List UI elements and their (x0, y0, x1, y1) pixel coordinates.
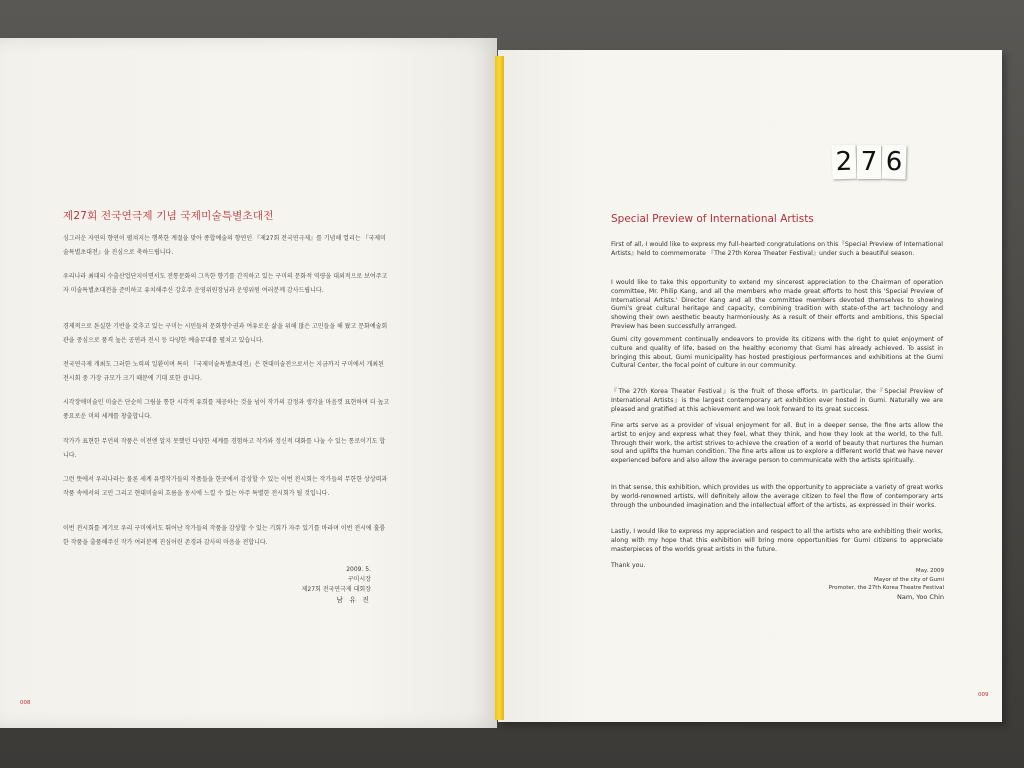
english-paragraph: Lastly, I would like to express my appreciation and respect to all the artists who are exhibiting their works, along with my hope that this exhibition will bring more opportunities for Gumi citizens to appreciate masterpieces of the worlds great artists in the future. (611, 528, 943, 553)
signature-role: 제27회 전국연극제 대회장 (301, 586, 371, 593)
signature-role: 구미시장 (347, 576, 371, 583)
korean-paragraph: 작가가 표현한 무언의 작품은 이전엔 알지 못했던 다양한 세계를 경험하고 작가와 정신적 대화를 나눌 수 있는 통로이기도 합니다. (63, 438, 386, 459)
page-number: 009 (978, 692, 989, 698)
sticker-digit: 2 (831, 145, 856, 180)
signature-date: May. 2009 (915, 568, 944, 574)
right-page (498, 50, 1002, 722)
korean-title: 제27회 전국연극제 기념 국제미술특별초대전 (63, 210, 274, 222)
korean-paragraph: 전국연극제 개최도 그러한 노력의 일환이며 특히 『국제미술특별초대전』은 현대미술전으로서는 지금까지 구미에서 개최된 전시회 중 가장 규모가 크기 때문에 기대 또한 큽니다. (63, 361, 384, 382)
english-paragraph: Thank you. (611, 562, 646, 569)
english-paragraph: I would like to take this opportunity to extend my sincerest appreciation to the Chairman of operation committee, Mr. Philip Kang, and all the members who made great efforts to host this 'Special Preview of International Artists.' Director Kang and all the committee members devoted themselves to showing Gumi's great cultural heritage and capacity, combining tradition with state-of-the art technology and showing their own aesthetic beauty harmoniously. As a result of their efforts and ambitions, this Special Preview has been successfully arranged. (611, 279, 943, 330)
english-title: Special Preview of International Artists (611, 213, 814, 225)
signature-name: 남 유 진 (336, 596, 371, 604)
korean-signature (302, 565, 371, 605)
sticker-digit: 7 (857, 145, 881, 179)
page-number: 008 (20, 700, 31, 706)
left-page (0, 38, 497, 728)
english-paragraph: 『The 27th Korea Theater Festival』is the fruit of those efforts. In particular, the『Special Preview of International Artists』is the largest contemporary art exhibition ever hosted in Gumi. Naturally we are pleased and gratified at this achievement and we look forward to its great success. (611, 388, 943, 413)
number-sticker (832, 141, 910, 181)
english-signature (829, 567, 944, 601)
korean-paragraph: 싱그러운 자연의 향연이 펼쳐지는 행복한 계절을 맞아 종합예술의 향연인 『제27회 전국연극제』를 기념해 열리는 『국제미술특별초대전』을 진심으로 축하드립니다. (63, 235, 386, 256)
english-paragraph: Fine arts serve as a provider of visual enjoyment for all. But in a deeper sense, the fine arts allow the artist to enjoy and express what they feel, what they think, and how they look at the world, to the full. Through their work, the artist strives to achieve the creation of a world of beauty that nurtures the human soul and uplifts the human condition. The fine arts allow us to explore a different world that we have never experienced before and also allow the average person to communicate with the artists spiritually. (611, 422, 944, 465)
signature-role: Promoter, the 27th Korea Theatre Festival (828, 585, 944, 591)
sticker-digit: 6 (881, 145, 906, 180)
korean-paragraph: 그런 뜻에서 우리나라는 물론 세계 유명작가들의 작품들을 한곳에서 감상할 수 있는 이번 전시회는 작가들의 무한한 상상력과 작품 속에서의 고민 그리고 현대미술의 흐름을 동시에 느낄 수 있는 아주 특별한 전시회가 될 것입니다. (63, 476, 388, 497)
korean-paragraph: 이번 전시회를 계기로 우리 구미에서도 뛰어난 작가들의 작품을 감상할 수 있는 기회가 자주 있기를 바라며 이번 전시에 훌륭한 작품을 출품해주신 작가 여러분께 진심어린 존경과 감사의 마음을 전합니다. (63, 525, 386, 546)
korean-paragraph: 경제적으로 튼실한 기반을 갖추고 있는 구미는 시민들의 문화향수권과 여유로운 삶을 위해 많은 고민들을 해 왔고 문화예술회관을 중심으로 품격 높은 공연과 전시 등 다양한 예술무대를 펼치고 있습니다. (63, 323, 388, 344)
korean-paragraph: 시각장애미술인 미술은 단순히 그림을 통한 시각적 유희를 제공하는 것을 넘어 작가의 감정과 생각을 마음껏 표현하며 더 높고 풍요로운 미의 세계를 창출합니다. (63, 399, 390, 420)
english-paragraph: First of all, I would like to express my full-hearted congratulations on this『Special Preview of International Artists』held to commemorate 『The 27th Korea Theater Festival』under such a beautiful season. (611, 241, 943, 257)
signature-name: Nam, Yoo Chin (896, 592, 944, 601)
signature-date: 2009. 5. (346, 566, 371, 573)
korean-paragraph: 우리나라 최대의 수출산업단지이면서도 전통문화의 그윽한 향기를 간직하고 있는 구미의 문화적 역량을 대외적으로 보여주고자 미술특별초대전을 준비하고 유치해주신 강호주 운영위원장님과 운영위원 여러분께 감사드립니다. (63, 273, 388, 294)
signature-role: Mayor of the city of Gumi (874, 576, 944, 583)
english-paragraph: In that sense, this exhibition, which provides us with the opportunity to appreciate a variety of great works by world-renowned artists, will definitely allow the average citizen to feel the flow of contemporary arts through the unbounded imagination and the intellectual effort of the artists, as expressed in their works. (611, 484, 943, 509)
english-paragraph: Gumi city government continually endeavors to provide its citizens with the right to quiet enjoyment of culture and quality of life, based on the healthy economy that Gumi has already achieved. To assist in bringing this about, Gumi municipality has hosted prestigious performances and exhibitions at the Gumi Cultural Center, the focal point of culture in our community. (611, 336, 943, 370)
yellow-spine-strip (495, 56, 504, 720)
